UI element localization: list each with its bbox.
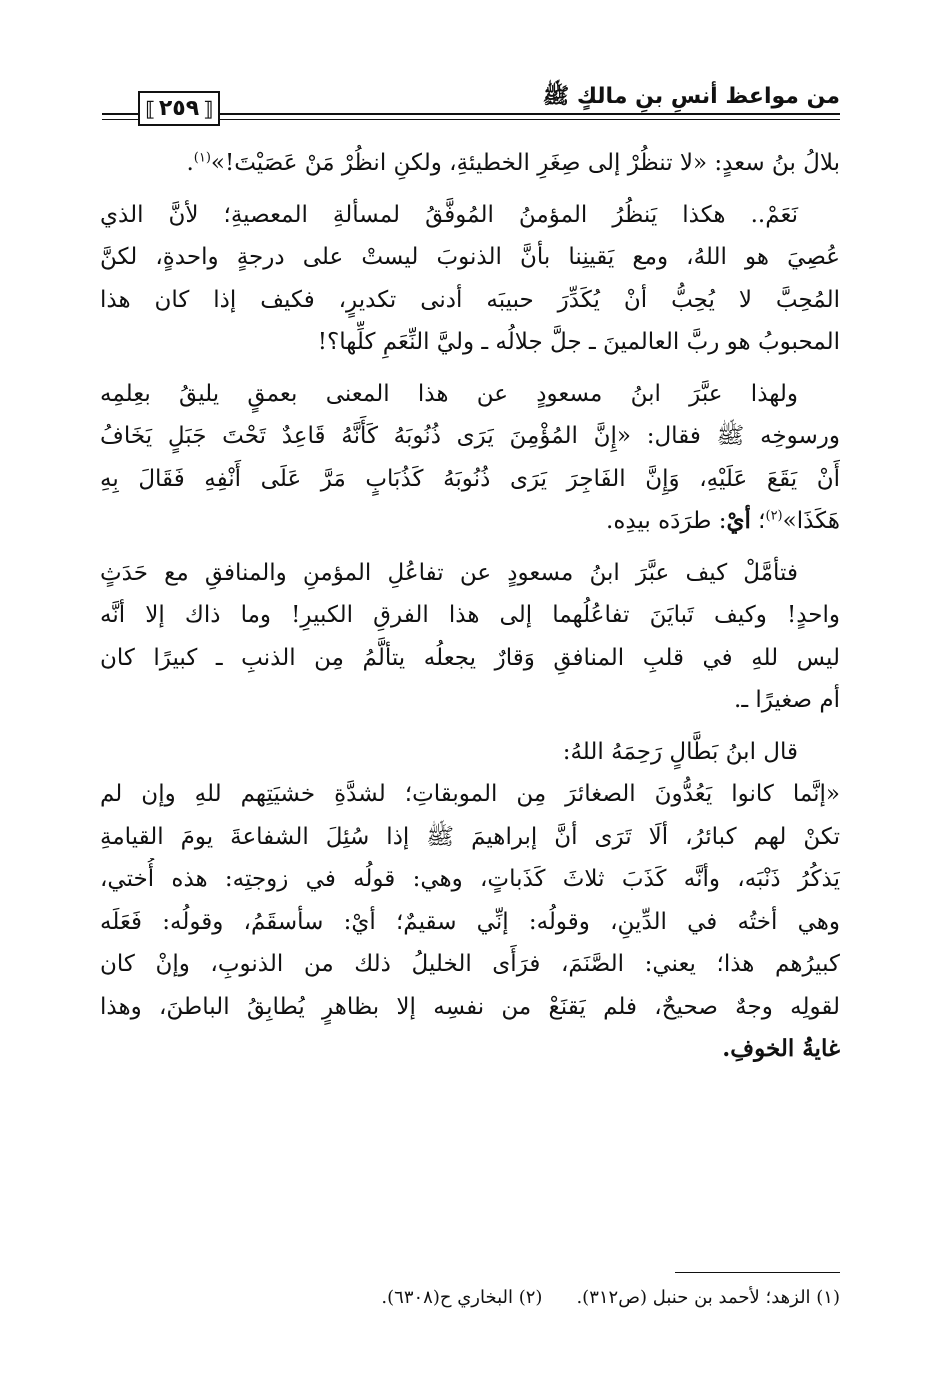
footnote-1: (١) الزهد؛ لأحمد بن حنبل (ص٣١٢). [576, 1287, 840, 1308]
text-line: وهي أختُه في الدِّينِ، وقولُه: إنِّي سقيمٌ؛ أيْ: سأسقَمُ، وقولُه: فَعَلَه [100, 908, 840, 935]
text-line [100, 142, 840, 185]
text-line: فتأمَّلْ كيف عبَّرَ ابنُ مسعودٍ عن تفاعُلِ المؤمنِ والمنافقِ مع حَدَثٍ [100, 559, 798, 586]
bracket-right-icon: ⟦ [203, 96, 213, 121]
text-line: «إنَّما كانوا يَعُدُّونَ الصغائرَ مِن الموبقاتِ؛ لشدَّةِ خشيَتِهم للهِ وإن لم [100, 781, 840, 807]
footnotes [381, 1287, 840, 1308]
quote-text: بلالُ بنُ سعدٍ: «لا تنظُرْ إلى صِغَرِ الخطيئةِ، ولكنِ انظُرْ مَنْ عَصَيْتَ!» [210, 150, 840, 176]
text-line [100, 500, 840, 543]
gloss-text: : طرَدَه بيدِه. [606, 508, 727, 534]
punctuation: . [186, 150, 194, 176]
text-line: قال ابنُ بَطَّالٍ رَحِمَهُ اللهُ: [562, 738, 798, 765]
text-line: تكنْ لهم كبائرُ، ألَا تَرَى أنَّ إبراهيمَ ﷺ إذا سُئِلَ الشفاعةَ يومَ القيامةِ [100, 823, 840, 850]
hadith-end: هَكَذَا» [782, 508, 840, 534]
text-line: عُصِيَ هو اللهُ، ومع يَقينِنا بأنَّ الذنوبَ ليستْ على درجةٍ واحدةٍ، لكنَّ [100, 244, 840, 270]
footnote-2: (٢) البخاري ح(٦٣٠٨). [381, 1287, 543, 1308]
footnote-ref: (١) [193, 150, 211, 166]
text-line: المحبوبُ هو ربَّ العالمينَ ـ جلَّ جلالُه ـ وليَّ النِّعَمِ كلِّها؟! [317, 329, 840, 355]
text-line: أم صغيرًا ـ. [734, 687, 840, 713]
punctuation: ؛ [750, 508, 766, 534]
footnote-separator [675, 1272, 840, 1273]
text-line: يَذكُرُ ذَنْبَه، وأنَّه كَذَبَ ثلاثَ كَذَباتٍ، وهي: قولُه في زوجتِه: هذه أُختي، [100, 866, 840, 892]
text-line: واحدٍ! وكيف تَبايَنَ تفاعُلُهما إلى هذا الفرقِ الكبيرِ! وما ذاك إلا أنَّه [100, 602, 840, 628]
text-line: ولهذا عبَّرَ ابنُ مسعودٍ عن هذا المعنى بعمقٍ يليقُ بعِلمِه [100, 380, 798, 407]
text-line: المُحِبَّ لا يُحِبُّ أنْ يُكَدِّرَ حبيبَه أدنى تكديرٍ، فكيف إذا كان هذا [100, 286, 840, 313]
text-line: ورسوخِه ﷺ فقال: «إِنَّ المُؤْمِنَ يَرَى ذُنُوبَهُ كَأَنَّهُ قَاعِدٌ تَحْتَ جَبَلٍ يَخَافُ [100, 423, 840, 449]
text-line: ليس للهِ في قلبِ المنافقِ وَقارٌ يجعلُه يتألَّمُ مِن الذنبِ ـ كبيرًا كان [100, 644, 840, 671]
footnote-ref: (٢) [765, 508, 783, 524]
page-number: ٢٥٩ [158, 96, 200, 121]
body-text [100, 142, 840, 1071]
text-line: كبيرُهم هذا؛ يعني: الصَّنَمَ، فرَأَى الخليلُ ذلك من الذنوبِ، وإنْ كان [100, 951, 840, 977]
text-line: نَعَمْ.. هكذا يَنظُرُ المؤمنُ المُوفَّقُ لمسألةِ المعصيةِ؛ لأنَّ الذي [100, 201, 798, 228]
page-number-frame [138, 91, 220, 126]
running-title: من مواعظ أنسِ بنِ مالكٍ ﷺ [542, 84, 840, 109]
text-line: أَنْ يَقَعَ عَلَيْهِ، وَإِنَّ الفَاجِرَ يَرَى ذُنُوبَهُ كَذُبَابٍ مَرَّ عَلَى أَنْفِهِ فَقَالَ بِهِ [100, 465, 840, 492]
text-line: غايةُ الخوفِ. [722, 1035, 840, 1062]
bold-term: أيْ [726, 507, 751, 534]
bracket-left-icon: ⟧ [145, 96, 155, 121]
text-line: لقولِه وجهٌ صحيحٌ، فلم يَقنَعْ من نفسِه إلا بظاهرٍ يُطابِقُ الباطنَ، وهذا [100, 993, 840, 1020]
